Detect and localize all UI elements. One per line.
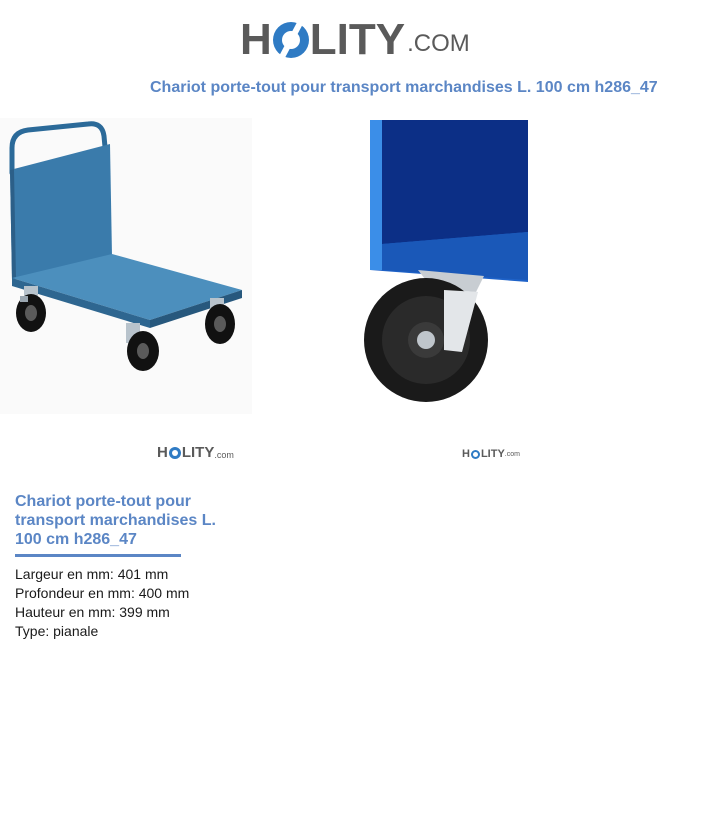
holity-small-logo <box>462 447 520 461</box>
spec-row-depth <box>15 584 189 603</box>
logo-letters-lity: LITY <box>309 15 406 64</box>
logo-letters-lity: LITY <box>480 448 505 460</box>
logo-letter-h: H <box>240 15 272 64</box>
logo-suffix: .com <box>214 449 234 460</box>
logo-ring-icon <box>169 447 181 459</box>
logo-letters-lity: LITY <box>181 444 215 461</box>
product-title: Chariot porte-tout pour transport marchandises L. 100 cm h286_47 <box>15 493 216 548</box>
spec-label: Type: <box>15 623 50 639</box>
spec-label: Profondeur en mm: <box>15 585 135 601</box>
spec-row-height <box>15 603 189 622</box>
spec-value: 399 mm <box>119 604 170 620</box>
spec-value: 401 mm <box>117 566 169 582</box>
spec-value: pianale <box>53 623 99 639</box>
logo-letter-h: H <box>157 444 168 461</box>
spec-row-width <box>15 565 189 584</box>
logo-suffix: .com <box>504 451 520 458</box>
spec-row-type <box>15 622 189 641</box>
logo-ring-icon <box>273 22 309 58</box>
spec-label: Largeur en mm: <box>15 566 114 582</box>
holity-small-logo <box>157 444 234 462</box>
logo-ring-icon <box>471 450 480 459</box>
holity-logo[interactable] <box>240 14 470 66</box>
caster-wheel-detail-image[interactable] <box>360 120 530 404</box>
logo-letter-h: H <box>462 448 470 460</box>
spec-label: Hauteur en mm: <box>15 604 116 620</box>
page-title: Chariot porte-tout pour transport marchandises L. 100 cm h286_47 <box>150 79 658 96</box>
spec-value: 400 mm <box>138 585 190 601</box>
product-specs <box>15 565 189 641</box>
logo-suffix: .COM <box>407 30 470 57</box>
title-underline <box>15 554 181 557</box>
platform-trolley-image[interactable] <box>0 118 252 414</box>
